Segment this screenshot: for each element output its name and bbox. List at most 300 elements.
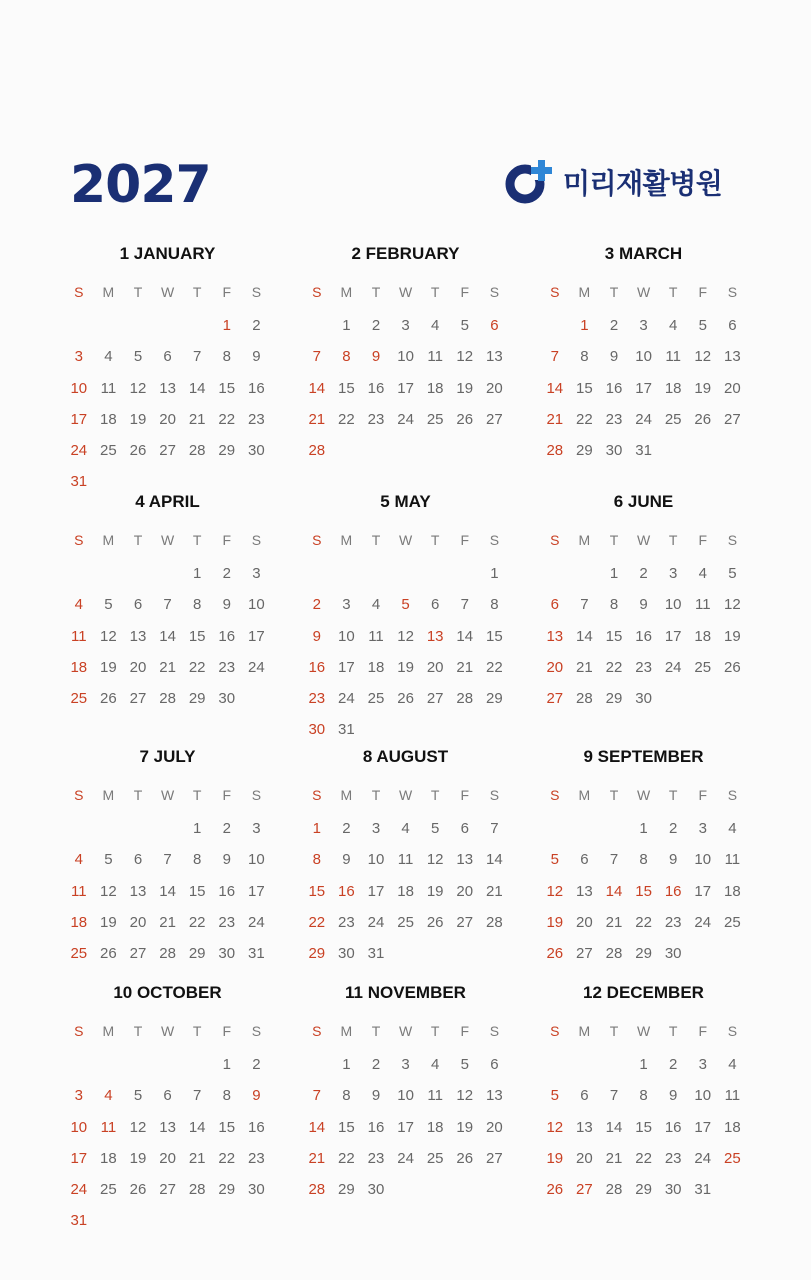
day-cell: 3 <box>342 596 351 614</box>
day-cell: 9 <box>371 348 381 366</box>
weekday-label: W <box>160 284 175 300</box>
month-title: 10 OCTOBER <box>113 983 222 1002</box>
day-cell: 23 <box>367 410 385 428</box>
weekday-label: S <box>727 787 738 803</box>
weekday-label: W <box>398 787 413 803</box>
weekday-label: S <box>489 1023 500 1039</box>
day-grid <box>302 1051 509 1207</box>
day-cell: 26 <box>100 945 117 963</box>
weekday-label: S <box>550 1023 560 1039</box>
day-cell: 25 <box>367 690 385 708</box>
day-cell: 22 <box>605 658 623 676</box>
day-cell: 1 <box>342 317 351 334</box>
day-cell: 10 <box>397 348 414 366</box>
day-cell: 28 <box>546 442 564 460</box>
month-3 <box>540 241 747 468</box>
day-cell: 26 <box>546 945 564 963</box>
weekday-label: M <box>340 284 353 300</box>
day-cell: 10 <box>694 1087 712 1105</box>
month-title: 7 JULY <box>139 747 196 766</box>
day-cell: 19 <box>456 1118 474 1136</box>
day-cell: 25 <box>100 1181 117 1199</box>
day-cell: 28 <box>308 1181 326 1199</box>
day-cell: 28 <box>456 690 474 708</box>
weekday-label: F <box>222 1023 232 1039</box>
day-cell: 7 <box>609 1087 619 1105</box>
day-cell: 2 <box>609 317 619 334</box>
day-cell: 15 <box>635 1118 652 1136</box>
day-cell: 2 <box>669 820 678 837</box>
day-cell: 16 <box>248 1118 265 1136</box>
day-cell: 19 <box>397 658 414 676</box>
day-cell: 8 <box>193 851 202 869</box>
day-cell: 14 <box>456 627 474 645</box>
day-cell: 18 <box>664 379 682 397</box>
month-12 <box>540 980 747 1207</box>
day-cell: 8 <box>193 596 202 614</box>
day-cell: 8 <box>222 348 231 366</box>
day-cell: 12 <box>426 851 444 869</box>
day-cell: 28 <box>576 690 593 708</box>
month-9 <box>540 744 747 971</box>
month-title: 9 SEPTEMBER <box>583 747 704 766</box>
weekday-label: T <box>192 787 202 803</box>
day-cell: 18 <box>724 882 741 900</box>
day-cell: 20 <box>546 658 564 676</box>
empty-cell <box>64 815 94 846</box>
day-cell: 23 <box>218 913 236 931</box>
day-cell: 7 <box>163 851 172 869</box>
day-cell: 6 <box>133 851 143 869</box>
day-cell: 27 <box>129 945 147 963</box>
weekday-label: F <box>222 284 232 300</box>
day-cell: 23 <box>248 1149 265 1167</box>
day-cell: 22 <box>576 410 593 428</box>
empty-cell <box>540 560 570 591</box>
day-cell: 20 <box>159 410 176 428</box>
empty-cell <box>94 815 124 846</box>
empty-cell <box>182 1051 212 1082</box>
month-11 <box>302 980 509 1207</box>
day-cell: 14 <box>188 1118 206 1136</box>
day-cell: 6 <box>163 1087 172 1105</box>
day-cell: 24 <box>248 658 265 676</box>
day-cell: 1 <box>312 820 321 837</box>
day-cell: 13 <box>129 627 147 645</box>
day-cell: 9 <box>669 851 678 869</box>
day-cell: 17 <box>338 658 355 676</box>
day-cell: 26 <box>456 410 474 428</box>
empty-cell <box>64 1051 94 1082</box>
day-cell: 24 <box>694 1149 712 1167</box>
month-title: 2 FEBRUARY <box>351 244 460 263</box>
day-cell: 28 <box>605 1181 623 1199</box>
empty-cell <box>94 1051 124 1082</box>
day-cell: 25 <box>664 410 682 428</box>
day-cell: 3 <box>371 820 381 837</box>
weekday-label: S <box>550 284 560 300</box>
day-cell: 28 <box>159 945 176 963</box>
day-cell: 29 <box>486 690 503 708</box>
day-cell: 15 <box>486 627 503 645</box>
month-6 <box>540 489 747 716</box>
empty-cell <box>570 815 600 846</box>
weekday-label: M <box>578 787 591 803</box>
empty-cell <box>182 312 212 343</box>
weekday-label: W <box>398 1023 413 1039</box>
day-cell: 30 <box>664 1181 682 1199</box>
weekday-label: T <box>133 1023 143 1039</box>
day-cell: 11 <box>665 348 681 366</box>
day-cell: 15 <box>576 379 593 397</box>
empty-cell <box>570 1051 600 1082</box>
month-title: 8 AUGUST <box>362 747 449 766</box>
day-cell: 27 <box>576 945 593 963</box>
weekday-label: S <box>312 1023 322 1039</box>
day-grid <box>302 312 509 468</box>
day-cell: 6 <box>460 820 469 837</box>
weekday-label: T <box>192 532 202 548</box>
day-cell: 21 <box>308 1149 326 1167</box>
month-title: 4 APRIL <box>135 492 200 511</box>
cross-circle-logo-icon <box>505 158 553 206</box>
day-cell: 26 <box>129 442 147 460</box>
weekday-header <box>540 530 747 550</box>
day-cell: 2 <box>342 820 351 837</box>
day-cell: 30 <box>248 442 265 460</box>
day-cell: 19 <box>129 1149 147 1167</box>
day-cell: 6 <box>728 317 737 334</box>
day-cell: 20 <box>129 658 147 676</box>
day-cell: 12 <box>724 596 741 614</box>
day-cell: 11 <box>724 851 741 869</box>
day-cell: 26 <box>129 1181 147 1199</box>
day-cell: 5 <box>104 851 113 869</box>
day-cell: 4 <box>669 317 678 334</box>
day-cell: 30 <box>338 945 355 963</box>
day-cell: 17 <box>635 379 652 397</box>
day-cell: 19 <box>100 658 117 676</box>
day-cell: 23 <box>308 690 326 708</box>
weekday-header <box>64 282 271 302</box>
empty-cell <box>540 312 570 343</box>
day-cell: 20 <box>486 1118 503 1136</box>
weekday-label: S <box>251 532 262 548</box>
day-cell: 14 <box>159 882 176 900</box>
empty-cell <box>302 560 332 591</box>
empty-cell <box>302 1051 332 1082</box>
day-cell: 16 <box>664 1118 682 1136</box>
day-cell: 13 <box>546 627 564 645</box>
weekday-label: T <box>192 1023 202 1039</box>
day-cell: 20 <box>576 913 593 931</box>
weekday-label: S <box>727 1023 738 1039</box>
day-cell: 17 <box>397 379 414 397</box>
weekday-label: S <box>550 532 560 548</box>
month-10 <box>64 980 271 1239</box>
day-cell: 17 <box>367 882 385 900</box>
day-cell: 29 <box>605 690 623 708</box>
day-cell: 11 <box>724 1087 741 1105</box>
month-title: 6 JUNE <box>613 492 674 511</box>
weekday-label: T <box>133 532 143 548</box>
day-cell: 31 <box>338 721 355 739</box>
weekday-label: W <box>398 284 413 300</box>
day-cell: 18 <box>397 882 414 900</box>
day-cell: 2 <box>371 317 381 334</box>
day-cell: 16 <box>367 379 385 397</box>
day-cell: 10 <box>248 596 265 614</box>
day-cell: 21 <box>188 1149 206 1167</box>
month-title: 11 NOVEMBER <box>345 983 466 1002</box>
hospital-brand <box>505 158 722 206</box>
day-cell: 24 <box>664 658 682 676</box>
day-cell: 18 <box>426 379 444 397</box>
day-cell: 6 <box>431 596 440 614</box>
day-cell: 17 <box>70 1149 88 1167</box>
day-cell: 29 <box>308 945 326 963</box>
day-cell: 1 <box>490 565 499 582</box>
weekday-label: F <box>698 787 708 803</box>
day-cell: 16 <box>367 1118 385 1136</box>
day-cell: 23 <box>338 913 355 931</box>
day-cell: 2 <box>222 820 231 837</box>
day-grid <box>64 560 271 716</box>
day-cell: 3 <box>669 565 678 582</box>
day-cell: 22 <box>338 410 355 428</box>
weekday-label: T <box>430 532 440 548</box>
day-cell: 7 <box>312 348 321 366</box>
empty-cell <box>123 312 153 343</box>
day-cell: 29 <box>218 1181 236 1199</box>
weekday-label: M <box>102 1023 115 1039</box>
day-cell: 3 <box>639 317 648 334</box>
day-cell: 19 <box>100 913 117 931</box>
month-2 <box>302 241 509 468</box>
weekday-label: S <box>489 532 500 548</box>
day-cell: 11 <box>694 596 711 614</box>
empty-cell <box>450 560 480 591</box>
day-cell: 13 <box>159 379 176 397</box>
day-cell: 9 <box>252 348 261 366</box>
day-cell: 30 <box>218 945 236 963</box>
day-cell: 20 <box>486 379 503 397</box>
weekday-label: M <box>578 532 591 548</box>
day-cell: 13 <box>486 348 503 366</box>
day-cell: 1 <box>342 1056 351 1073</box>
day-cell: 3 <box>252 820 261 837</box>
day-cell: 1 <box>639 820 648 837</box>
day-cell: 22 <box>635 1149 652 1167</box>
day-cell: 1 <box>193 820 202 837</box>
day-cell: 25 <box>100 442 117 460</box>
day-cell: 21 <box>605 913 623 931</box>
weekday-label: T <box>668 1023 678 1039</box>
weekday-header <box>302 282 509 302</box>
weekday-label: F <box>222 787 232 803</box>
day-cell: 12 <box>694 348 712 366</box>
day-cell: 28 <box>605 945 623 963</box>
weekday-label: F <box>698 532 708 548</box>
weekday-label: W <box>160 1023 175 1039</box>
weekday-label: T <box>430 1023 440 1039</box>
weekday-label: W <box>398 532 413 548</box>
day-cell: 13 <box>426 627 444 645</box>
day-cell: 14 <box>486 851 503 869</box>
weekday-label: T <box>609 1023 619 1039</box>
weekday-label: S <box>312 532 322 548</box>
month-5 <box>302 489 509 748</box>
day-cell: 8 <box>639 851 648 869</box>
weekday-label: F <box>698 1023 708 1039</box>
weekday-header <box>302 1021 509 1041</box>
day-cell: 26 <box>546 1181 564 1199</box>
day-cell: 15 <box>188 882 206 900</box>
day-cell: 22 <box>338 1149 355 1167</box>
day-grid <box>540 560 747 716</box>
day-cell: 20 <box>426 658 444 676</box>
weekday-label: T <box>609 284 619 300</box>
day-cell: 5 <box>401 596 410 614</box>
day-cell: 21 <box>576 658 593 676</box>
day-cell: 26 <box>694 410 712 428</box>
day-cell: 18 <box>70 658 88 676</box>
day-cell: 19 <box>426 882 444 900</box>
day-cell: 15 <box>308 882 326 900</box>
month-title: 12 DECEMBER <box>583 983 704 1002</box>
day-cell: 11 <box>71 627 87 645</box>
day-cell: 3 <box>401 1056 410 1073</box>
day-cell: 26 <box>426 913 444 931</box>
day-cell: 4 <box>371 596 381 614</box>
weekday-label: S <box>251 284 262 300</box>
day-cell: 13 <box>576 1118 593 1136</box>
day-cell: 20 <box>576 1149 593 1167</box>
day-cell: 30 <box>218 690 236 708</box>
day-cell: 11 <box>71 882 87 900</box>
day-cell: 19 <box>546 913 564 931</box>
day-cell: 18 <box>367 658 385 676</box>
empty-cell <box>123 560 153 591</box>
day-cell: 8 <box>639 1087 648 1105</box>
day-cell: 15 <box>338 379 355 397</box>
day-cell: 28 <box>159 690 176 708</box>
day-cell: 22 <box>308 913 326 931</box>
empty-cell <box>123 815 153 846</box>
day-grid <box>540 1051 747 1207</box>
day-cell: 3 <box>698 820 707 837</box>
day-cell: 31 <box>367 945 385 963</box>
day-cell: 4 <box>728 1056 737 1073</box>
day-cell: 16 <box>635 627 652 645</box>
weekday-label: F <box>698 284 708 300</box>
weekday-label: T <box>430 284 440 300</box>
day-cell: 18 <box>426 1118 444 1136</box>
day-cell: 5 <box>728 565 737 582</box>
day-cell: 4 <box>401 820 410 837</box>
day-cell: 27 <box>546 690 564 708</box>
day-cell: 12 <box>129 379 147 397</box>
day-grid <box>540 312 747 468</box>
weekday-label: T <box>371 284 381 300</box>
weekday-header <box>64 785 271 805</box>
weekday-label: T <box>371 787 381 803</box>
weekday-label: T <box>371 532 381 548</box>
empty-cell <box>361 560 391 591</box>
day-cell: 13 <box>576 882 593 900</box>
empty-cell <box>599 815 629 846</box>
day-cell: 24 <box>397 1149 414 1167</box>
day-cell: 18 <box>724 1118 741 1136</box>
day-cell: 14 <box>605 882 623 900</box>
month-7 <box>64 744 271 971</box>
empty-cell <box>391 560 421 591</box>
day-cell: 29 <box>188 945 206 963</box>
day-cell: 28 <box>188 1181 206 1199</box>
day-cell: 31 <box>70 473 88 491</box>
day-cell: 30 <box>605 442 623 460</box>
day-cell: 17 <box>664 627 682 645</box>
day-cell: 21 <box>546 410 564 428</box>
empty-cell <box>153 312 183 343</box>
day-cell: 1 <box>222 317 231 334</box>
day-cell: 8 <box>342 348 351 366</box>
weekday-label: T <box>133 284 143 300</box>
weekday-label: M <box>340 787 353 803</box>
empty-cell <box>570 560 600 591</box>
day-cell: 20 <box>724 379 741 397</box>
weekday-label: T <box>668 284 678 300</box>
weekday-label: S <box>74 284 84 300</box>
day-cell: 2 <box>371 1056 381 1073</box>
day-cell: 19 <box>694 379 712 397</box>
day-cell: 31 <box>635 442 652 460</box>
weekday-label: T <box>609 787 619 803</box>
day-cell: 11 <box>368 627 384 645</box>
day-cell: 25 <box>70 945 88 963</box>
day-grid <box>64 312 271 500</box>
day-cell: 13 <box>486 1087 503 1105</box>
day-cell: 10 <box>70 1118 88 1136</box>
day-cell: 26 <box>724 658 741 676</box>
empty-cell <box>153 1051 183 1082</box>
day-cell: 7 <box>312 1087 321 1105</box>
day-grid <box>302 560 509 748</box>
day-cell: 31 <box>70 1212 88 1230</box>
empty-cell <box>153 815 183 846</box>
month-title: 3 MARCH <box>604 244 683 263</box>
day-cell: 15 <box>218 379 236 397</box>
day-cell: 6 <box>133 596 143 614</box>
day-cell: 7 <box>193 348 202 366</box>
day-cell: 23 <box>605 410 623 428</box>
weekday-label: S <box>74 787 84 803</box>
weekday-label: F <box>460 1023 470 1039</box>
day-cell: 17 <box>248 882 265 900</box>
day-cell: 15 <box>605 627 623 645</box>
weekday-label: T <box>668 532 678 548</box>
weekday-label: F <box>460 532 470 548</box>
day-grid <box>64 815 271 971</box>
empty-cell <box>420 560 450 591</box>
day-cell: 14 <box>308 1118 326 1136</box>
day-cell: 21 <box>456 658 474 676</box>
day-cell: 15 <box>188 627 206 645</box>
empty-cell <box>540 815 570 846</box>
weekday-label: S <box>489 787 500 803</box>
weekday-label: S <box>312 787 322 803</box>
day-cell: 2 <box>312 596 321 614</box>
